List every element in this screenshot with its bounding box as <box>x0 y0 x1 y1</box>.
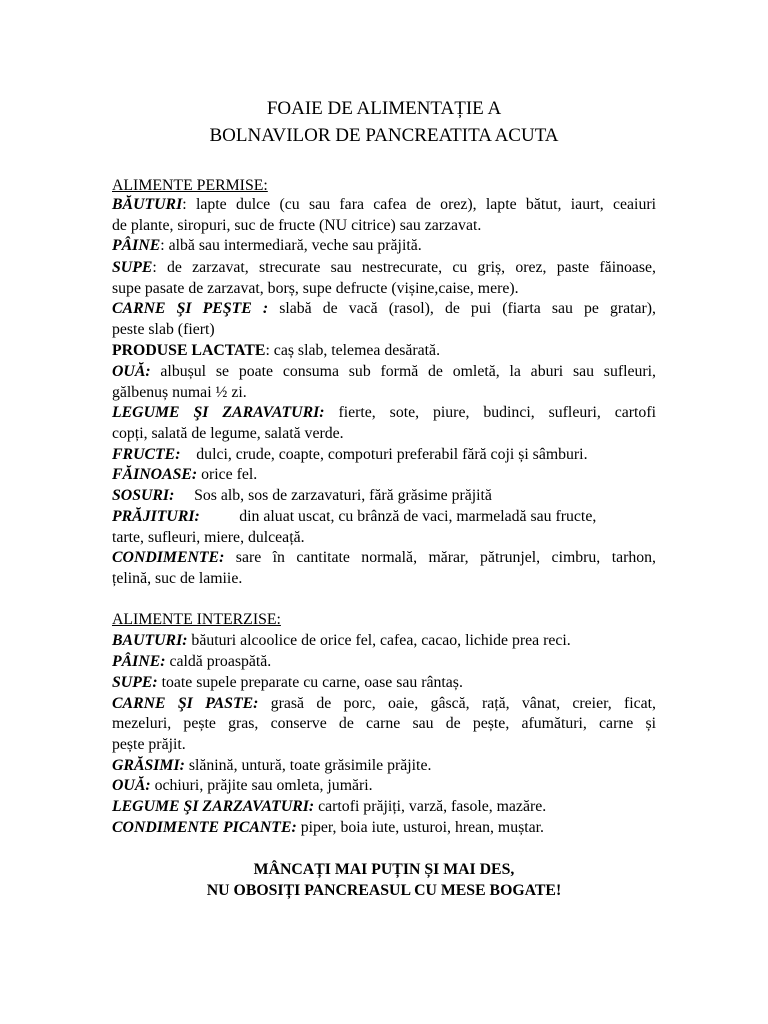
permitted-soups-line-1 <box>112 260 656 276</box>
forbidden-bread-text: caldă proaspătă. <box>165 653 272 670</box>
permitted-vegetables-label: LEGUME ŞI ZARAVATURI: <box>112 404 325 421</box>
forbidden-meat-label: CARNE ŞI PASTE: <box>112 695 259 712</box>
forbidden-meat-line-1 <box>112 696 656 712</box>
permitted-flour-text: orice fel. <box>197 466 258 483</box>
permitted-spices-line-1 <box>112 550 656 566</box>
forbidden-eggs-text: ochiuri, prăjite sau omleta, jumări. <box>150 777 373 794</box>
forbidden-meat-line-3: pește prăjit. <box>112 736 186 753</box>
forbidden-drinks-label: BAUTURI: <box>112 632 188 649</box>
permitted-bread-label: PÂINE <box>112 237 161 254</box>
forbidden-heading: ALIMENTE INTERZISE: <box>112 611 281 628</box>
permitted-heading: ALIMENTE PERMISE: <box>112 177 268 194</box>
forbidden-fats-label: GRĂSIMI: <box>112 757 185 774</box>
permitted-sauces-label: SOSURI: <box>112 487 175 504</box>
forbidden-spices-line <box>112 820 656 836</box>
forbidden-soups-label: SUPE: <box>112 674 158 691</box>
permitted-pastry-line-1 <box>112 509 656 525</box>
permitted-meat-line-1 <box>112 301 656 317</box>
permitted-dairy-line <box>112 343 656 359</box>
permitted-eggs-text: albușul se poate consuma sub formă de omletă, la aburi sau sufleuri, <box>150 363 656 380</box>
permitted-spices-line-2: țelină, suc de lamiie. <box>112 570 243 587</box>
permitted-drinks-line-1 <box>112 197 656 213</box>
title-line-1: FOAIE DE ALIMENTAȚIE A <box>266 98 502 119</box>
closing-line-2: NU OBOSIȚI PANCREASUL CU MESE BOGATE! <box>206 882 562 899</box>
permitted-sauces-line <box>112 488 656 504</box>
permitted-spices-label: CONDIMENTE: <box>112 549 225 566</box>
permitted-vegetables-line-1 <box>112 405 656 421</box>
permitted-bread-line <box>112 238 656 254</box>
permitted-meat-label: CARNE ŞI PEŞTE : <box>112 300 269 317</box>
forbidden-meat-line-2: mezeluri, pește gras, conserve de carne sau de pește, afumături, carne și <box>112 715 656 732</box>
permitted-fruits-text: dulci, crude, coapte, compoturi preferabil fără coji și sâmburi. <box>180 446 588 463</box>
forbidden-drinks-text: băuturi alcoolice de orice fel, cafea, cacao, lichide prea reci. <box>187 632 571 649</box>
forbidden-vegetables-label: LEGUME ŞI ZARZAVATURI: <box>112 798 315 815</box>
permitted-drinks-line-2: de plante, siropuri, suc de fructe (NU citrice) sau zarzavat. <box>112 217 482 234</box>
permitted-flour-line <box>112 467 656 483</box>
permitted-vegetables-text: fierte, sote, piure, budinci, sufleuri, cartofi <box>324 404 656 421</box>
permitted-fruits-label: FRUCTE: <box>112 446 181 463</box>
forbidden-drinks-line <box>112 633 656 649</box>
forbidden-bread-label: PÂINE: <box>112 653 166 670</box>
forbidden-fats-text: slănină, untură, toate grăsimile prăjite. <box>184 757 432 774</box>
permitted-vegetables-line-2: copți, salată de legume, salată verde. <box>112 425 344 442</box>
permitted-drinks-label: BĂUTURI <box>112 196 183 213</box>
permitted-eggs-line-2: gălbenuș numai ½ zi. <box>112 384 247 401</box>
permitted-pastry-label: PRĂJITURI: <box>112 508 200 525</box>
permitted-eggs-label: OUĂ: <box>112 363 151 380</box>
permitted-pastry-text: din aluat uscat, cu brânză de vaci, marmeladă sau fructe, <box>199 508 597 525</box>
permitted-spices-text: sare în cantitate normală, mărar, pătrunjel, cimbru, tarhon, <box>224 549 656 566</box>
forbidden-soups-text: toate supele preparate cu carne, oase sau rântaș. <box>157 674 463 691</box>
permitted-sauces-text: Sos alb, sos de zarzavaturi, fără grăsime prăjită <box>174 487 492 504</box>
permitted-dairy-label: PRODUSE LACTATE <box>112 342 266 359</box>
permitted-soups-text: : de zarzavat, strecurate sau nestrecurate, cu griș, orez, paste făinoase, <box>152 259 656 276</box>
forbidden-vegetables-line <box>112 799 656 815</box>
forbidden-bread-line <box>112 654 656 670</box>
permitted-fruits-line <box>112 447 656 463</box>
forbidden-eggs-label: OUĂ: <box>112 777 151 794</box>
permitted-bread-text: : albă sau intermediară, veche sau prăjită. <box>160 237 422 254</box>
permitted-pastry-line-2: tarte, sufleuri, miere, dulceață. <box>112 529 305 546</box>
permitted-flour-label: FĂINOASE: <box>112 466 198 483</box>
forbidden-spices-label: CONDIMENTE PICANTE: <box>112 819 297 836</box>
title-line-2: BOLNAVILOR DE PANCREATITA ACUTA <box>209 125 559 146</box>
forbidden-soups-line <box>112 675 656 691</box>
forbidden-vegetables-text: cartofi prăjiți, varză, fasole, mazăre. <box>314 798 547 815</box>
permitted-meat-line-2: peste slab (fiert) <box>112 321 215 338</box>
forbidden-meat-text: grasă de porc, oaie, gâscă, rață, vânat, creier, ficat, <box>258 695 656 712</box>
forbidden-fats-line <box>112 758 656 774</box>
permitted-dairy-text: : caș slab, telemea desărată. <box>265 342 441 359</box>
permitted-eggs-line-1 <box>112 364 656 380</box>
closing-line-1: MÂNCAȚI MAI PUȚIN ȘI MAI DES, <box>253 861 515 878</box>
permitted-soups-line-2: supe pasate de zarzavat, borș, supe defructe (vișine,caise, mere). <box>112 280 519 297</box>
permitted-drinks-text: : lapte dulce (cu sau fara cafea de orez), lapte bătut, iaurt, ceaiuri <box>182 196 656 213</box>
permitted-soups-label: SUPE <box>112 259 153 276</box>
forbidden-eggs-line <box>112 778 656 794</box>
forbidden-spices-text: piper, boia iute, usturoi, hrean, muștar. <box>296 819 545 836</box>
permitted-meat-text: slabă de vacă (rasol), de pui (fiarta sau pe gratar), <box>268 300 656 317</box>
